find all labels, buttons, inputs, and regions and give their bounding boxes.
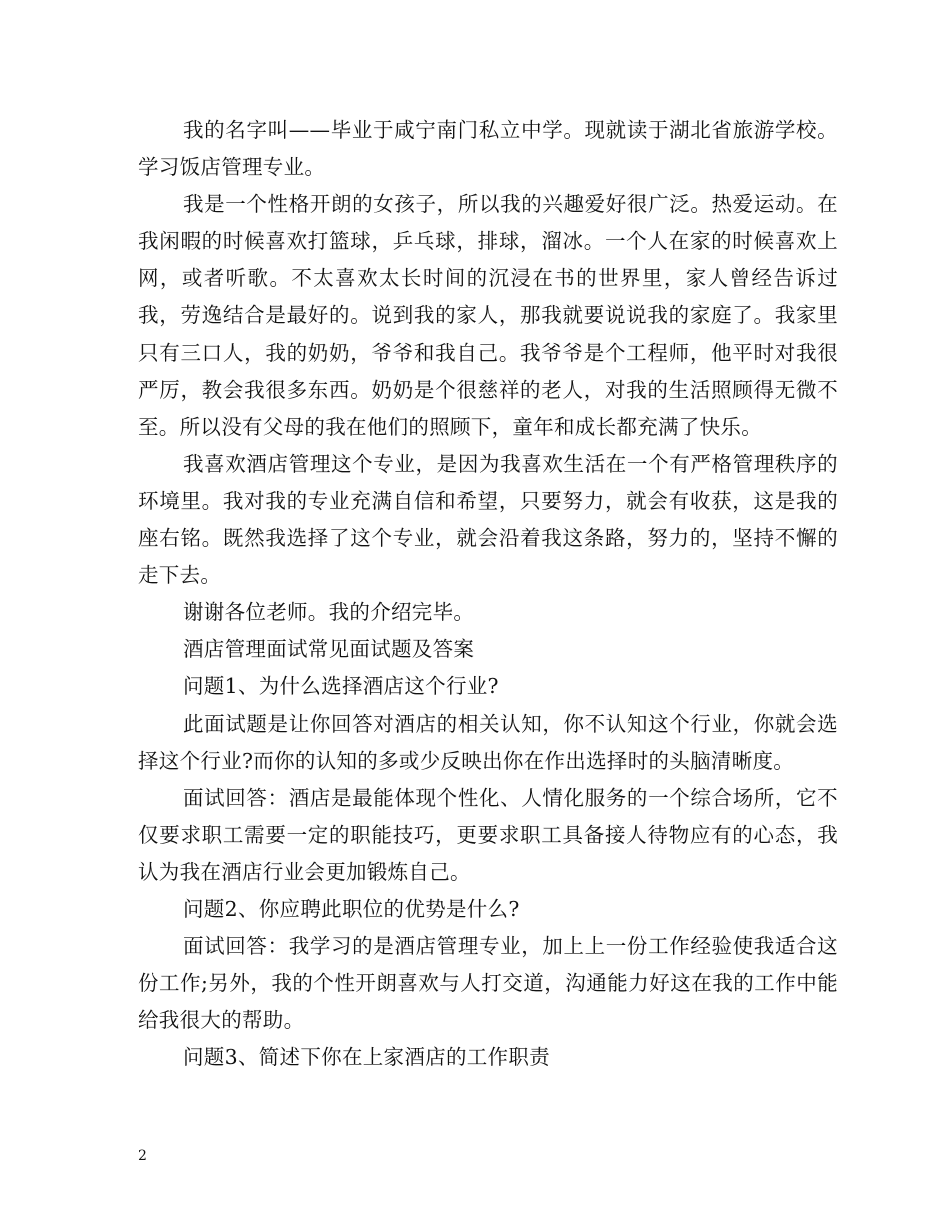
- paragraph-intro: 我的名字叫——毕业于咸宁南门私立中学。现就读于湖北省旅游学校。学习饭店管理专业。: [138, 118, 838, 180]
- page-number: 2: [138, 1148, 147, 1164]
- paragraph-hobbies-family: 我是一个性格开朗的女孩子，所以我的兴趣爱好很广泛。热爱运动。在我闲暇的时候喜欢打篮球，乒乓球，排球，溜冰。一个人在家的时候喜欢上网，或者听歌。不太喜欢太长时间的沉浸在书的世界里，家人曾经告诉过我，劳逸结合是最好的。说到我的家人，那我就要说说我的家庭了。我家里只有三口人，我的奶奶，爷爷和我自己。我爷爷是个工程师，他平时对我很严厉，教会我很多东西。奶奶是个很慈祥的老人，对我的生活照顾得无微不至。所以没有父母的我在他们的照顾下，童年和成长都充满了快乐。: [138, 192, 838, 439]
- question-1-explanation: 此面试题是让你回答对酒店的相关认知，你不认知这个行业，你就会选择这个行业?而你的认知的多或少反映出你在作出选择时的头脑清晰度。: [138, 711, 838, 773]
- paragraph-major-motivation: 我喜欢酒店管理这个专业，是因为我喜欢生活在一个有严格管理秩序的环境里。我对我的专业充满自信和希望，只要努力，就会有收获，这是我的座右铭。既然我选择了这个专业，就会沿着我这条路，努力的，坚持不懈的走下去。: [138, 451, 838, 588]
- question-3: 问题3、简述下你在上家酒店的工作职责: [183, 1045, 550, 1070]
- question-2-answer: 面试回答：我学习的是酒店管理专业，加上上一份工作经验使我适合这份工作;另外，我的个性开朗喜欢与人打交道，沟通能力好这在我的工作中能给我很大的帮助。: [138, 934, 838, 1033]
- document-body: [138, 112, 838, 1076]
- section-heading: 酒店管理面试常见面试题及答案: [183, 637, 475, 662]
- question-2: 问题2、你应聘此职位的优势是什么?: [183, 896, 520, 921]
- question-1: 问题1、为什么选择酒店这个行业?: [183, 674, 499, 699]
- question-1-answer: 面试回答：酒店是最能体现个性化、人情化服务的一个综合场所，它不仅要求职工需要一定的职能技巧，更要求职工具备接人待物应有的心态，我认为我在酒店行业会更加锻炼自己。: [138, 785, 838, 884]
- paragraph-thanks: 谢谢各位老师。我的介绍完毕。: [183, 600, 475, 625]
